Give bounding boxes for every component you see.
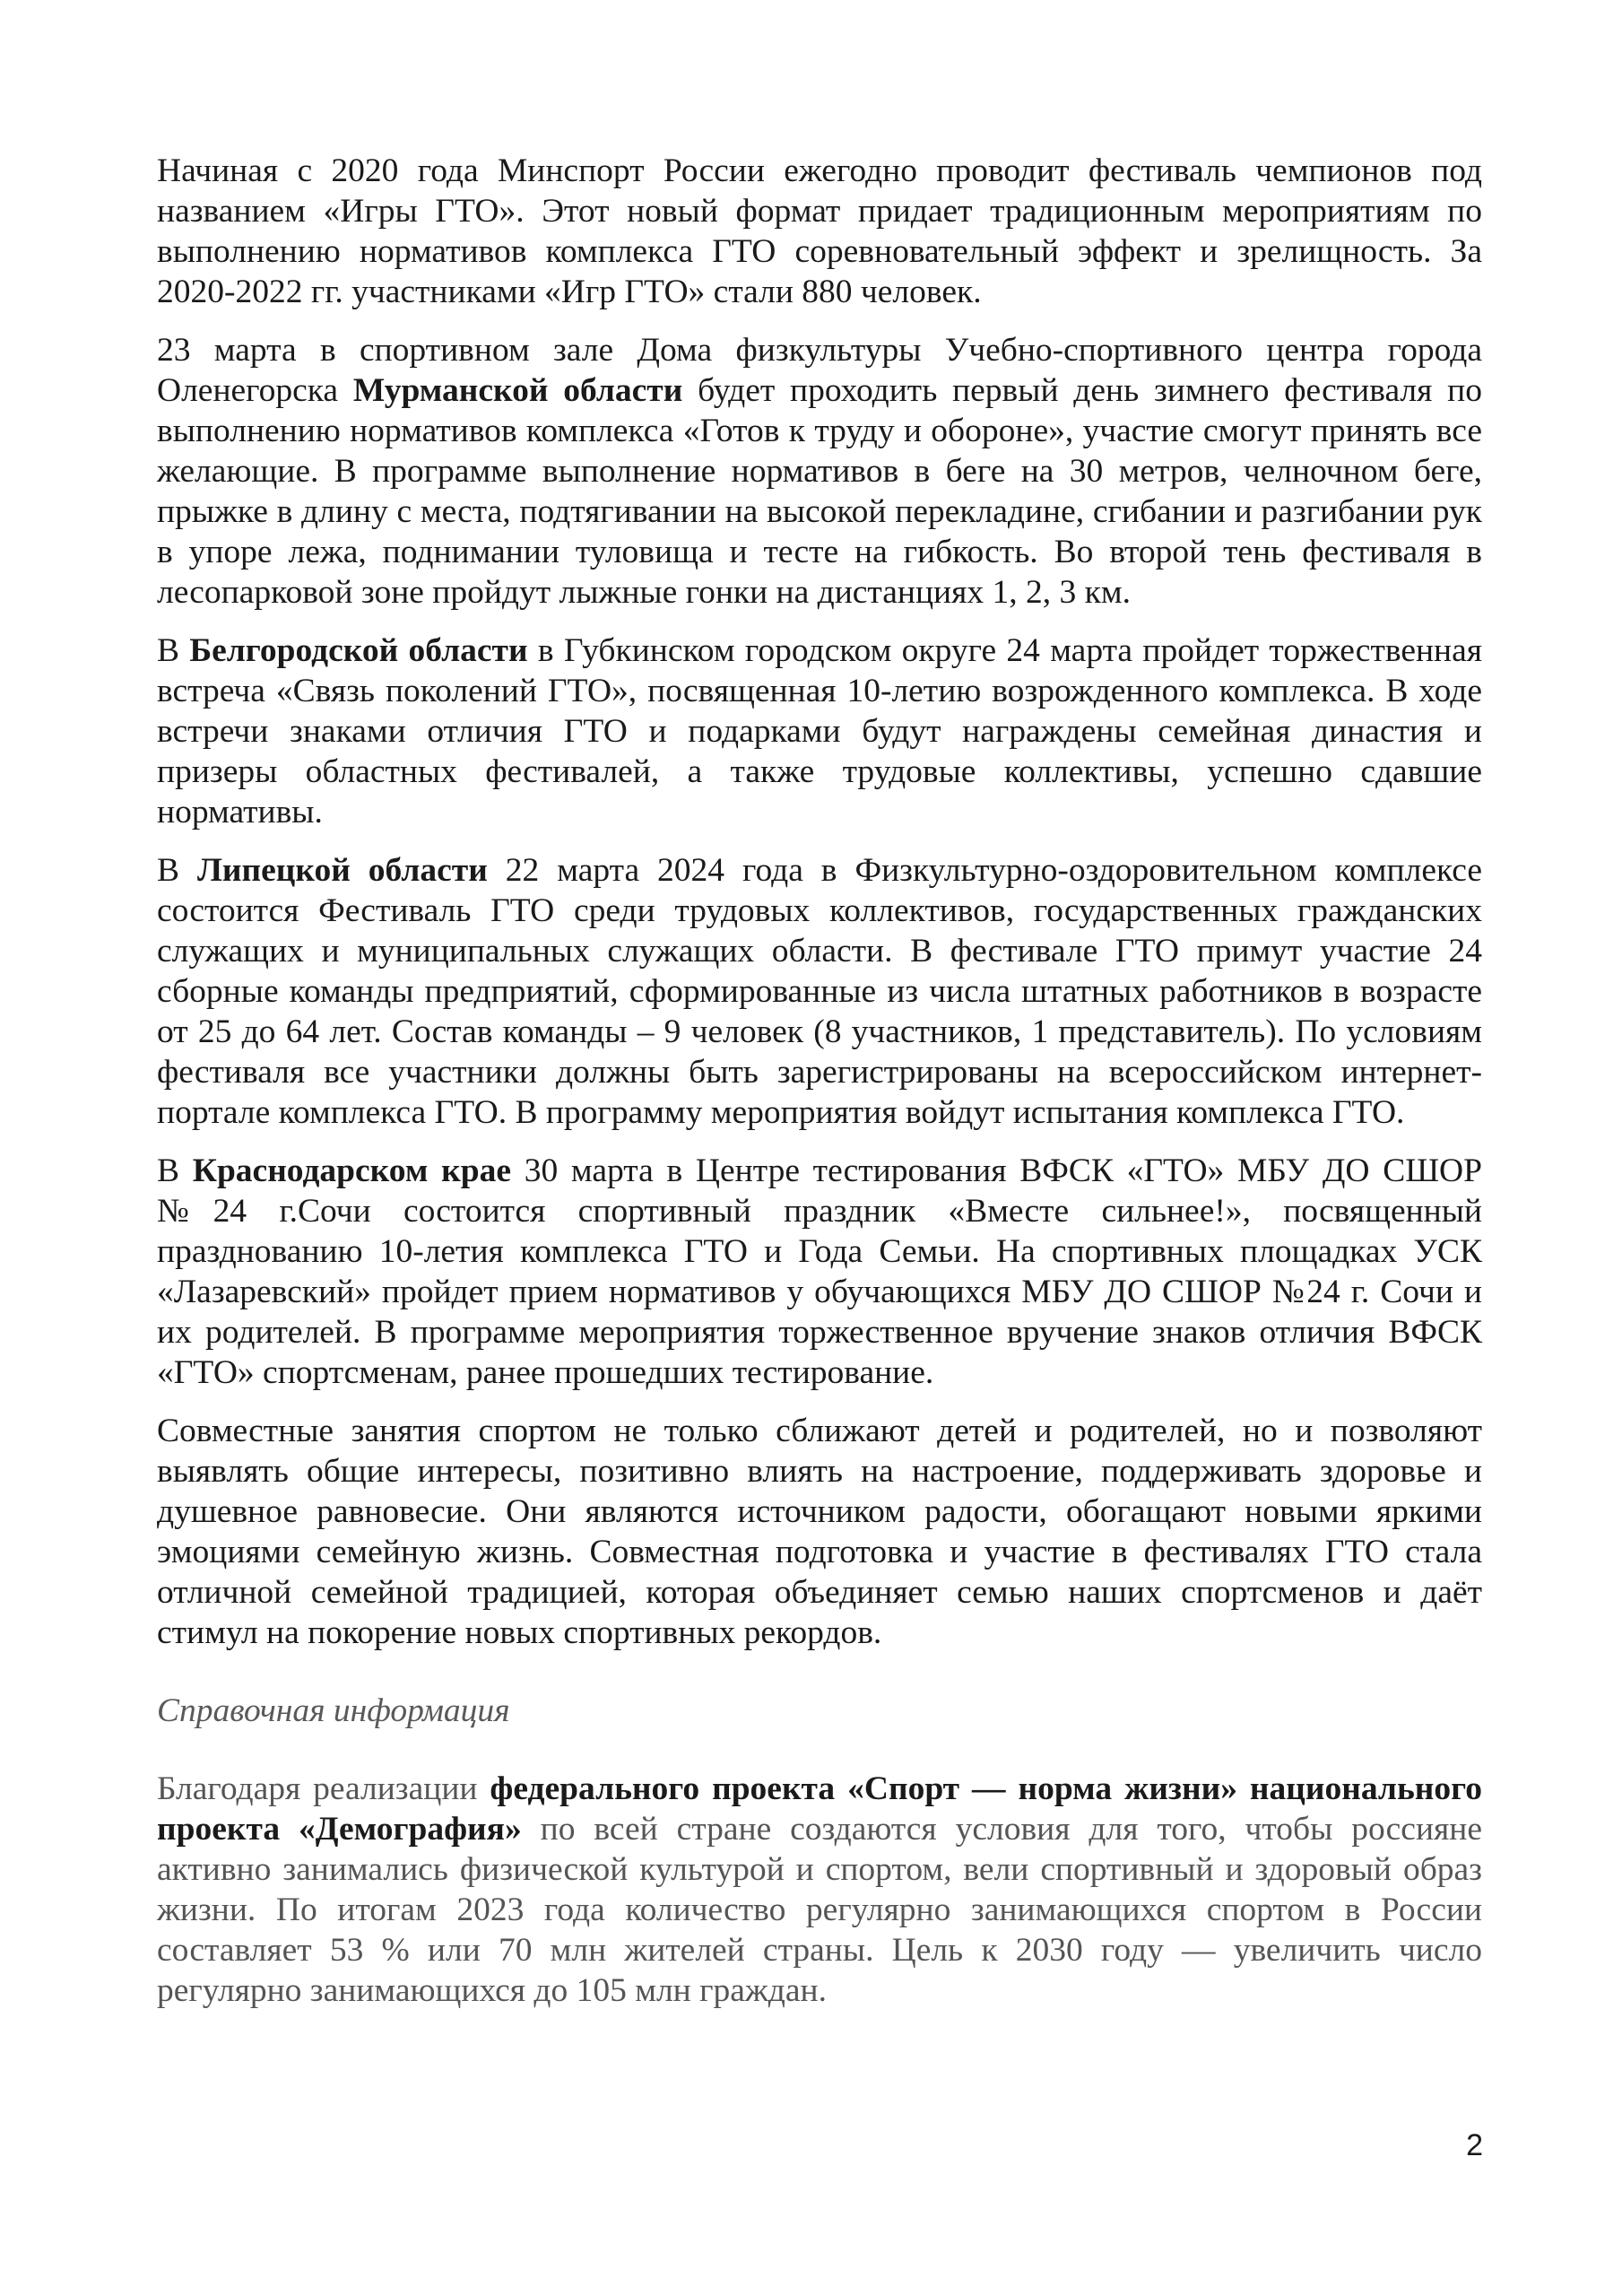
text-segment: В xyxy=(157,1152,193,1189)
body-paragraphs xyxy=(157,151,1482,1653)
text-segment: 22 марта 2024 года в Физкультурно-оздоровительном комплексе состоится Фестиваль ГТО среди трудовых коллективов, государственных гражданских служащих и муниципальных служащих области. В фестивале ГТО примут участие 24 сборные команды предприятий, сформированные из числа штатных работников в возрасте от 25 до 64 лет. Состав команды – 9 человек (8 участников, 1 представитель). По условиям фестиваля все участники должны быть зарегистрированы на всероссийском интернет-портале комплекса ГТО. В программу мероприятия войдут испытания комплекса ГТО. xyxy=(157,852,1482,1131)
body-paragraph xyxy=(157,1411,1482,1653)
bold-text-segment: Мурманской области xyxy=(352,372,683,409)
bold-text-segment: Липецкой области xyxy=(196,852,488,889)
body-paragraph xyxy=(157,330,1482,613)
text-segment: Начиная с 2020 года Минспорт России ежегодно проводит фестиваль чемпионов под названием «Игры ГТО». Этот новый формат придает традиционным мероприятиям по выполнению нормативов комплекса ГТО соревновательный эффект и зрелищность. За 2020-2022 гг. участниками «Игр ГТО» стали 880 человек. xyxy=(157,152,1482,310)
bold-text-segment: федерального проекта «Спорт — норма жизни» национального проекта «Демография» xyxy=(157,1770,1482,1848)
reference-heading: Справочная информация xyxy=(157,1692,510,1729)
bold-text-segment: Белгородской области xyxy=(189,632,528,669)
text-segment: 23 марта в спортивном зале Дома физкультуры Учебно-спортивного центра города Оленегорска xyxy=(157,332,1482,409)
body-paragraph xyxy=(157,631,1482,832)
page-number: 2 xyxy=(1466,2128,1483,2162)
text-segment: 30 марта в Центре тестирования ВФСК «ГТО» МБУ ДО СШОР №24 г.Сочи состоится спортивный праздник «Вместе сильнее!», посвященный празднованию 10-летия комплекса ГТО и Года Семьи. На спортивных площадках УСК «Лазаревский» пройдет прием нормативов у обучающихся МБУ ДО СШОР №24 г. Сочи и их родителей. В программе мероприятия торжественное вручение знаков отличия ВФСК «ГТО» спортсменам, ранее прошедших тестирование. xyxy=(157,1152,1482,1391)
body-paragraph xyxy=(157,1151,1482,1393)
reference-paragraph xyxy=(157,1769,1482,2011)
text-segment: по всей стране создаются условия для того, чтобы россияне активно занимались физической культурой и спортом, вели спортивный и здоровый образ жизни. По итогам 2023 года количество регулярно занимающихся спортом в России составляет 53 % или 70 млн жителей страны. Цель к 2030 году — увеличить число регулярно занимающихся до 105 млн граждан. xyxy=(157,1811,1482,2009)
text-segment: будет проходить первый день зимнего фестиваля по выполнению нормативов комплекса «Готов к труду и обороне», участие смогут принять все желающие. В программе выполнение нормативов в беге на 30 метров, челночном беге, прыжке в длину с места, подтягивании на высокой перекладине, сгибании и разгибании рук в упоре лежа, поднимании туловища и тесте на гибкость. Во второй тень фестиваля в лесопарковой зоне пройдут лыжные гонки на дистанциях 1, 2, 3 км. xyxy=(157,372,1482,611)
text-segment: Благодаря реализации xyxy=(157,1770,490,1807)
text-segment: В xyxy=(157,632,190,669)
body-paragraph xyxy=(157,151,1482,312)
text-segment: Совместные занятия спортом не только сближают детей и родителей, но и позволяют выявлять общие интересы, позитивно влиять на настроение, поддерживать здоровье и душевное равновесие. Они являются источником радости, обогащают новыми яркими эмоциями семейную жизнь. Совместная подготовка и участие в фестивалях ГТО стала отличной семейной традицией, которая объединяет семью наших спортсменов и даёт стимул на покорение новых спортивных рекордов. xyxy=(157,1413,1482,1651)
text-segment: В xyxy=(157,852,197,889)
document-page xyxy=(157,151,1482,2029)
text-segment: в Губкинском городском округе 24 марта пройдет торжественная встреча «Связь поколений ГТО», посвященная 10-летию возрожденного комплекса. В ходе встречи знаками отличия ГТО и подарками будут награждены семейная династия и призеры областных фестивалей, а также трудовые коллективы, успешно сдавшие нормативы. xyxy=(157,632,1482,831)
bold-text-segment: Краснодарском крае xyxy=(192,1152,511,1189)
body-paragraph xyxy=(157,850,1482,1133)
